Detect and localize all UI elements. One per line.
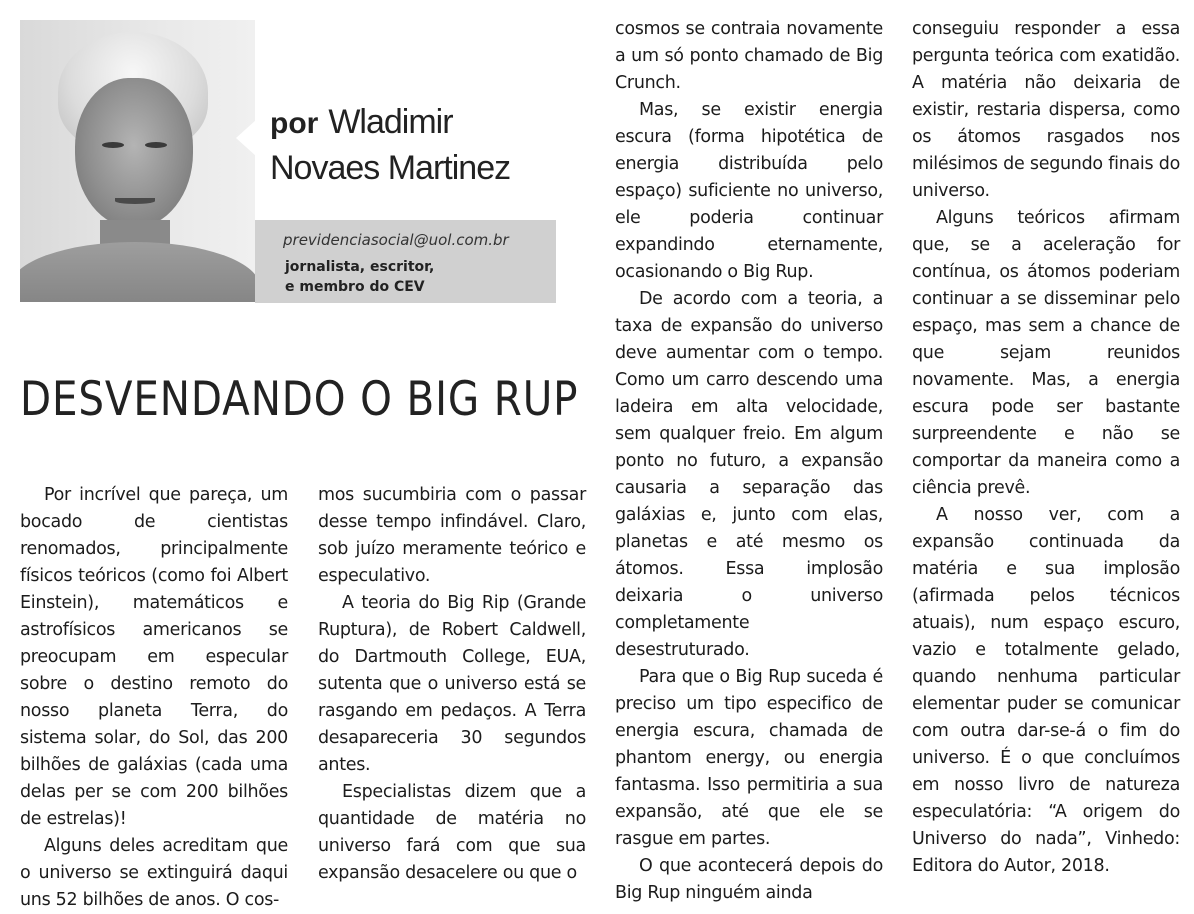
article-column-4: [912, 16, 1180, 880]
author-contact-box: [255, 220, 556, 303]
author-role-line2: e membro do CEV: [285, 279, 425, 295]
article-column-1: [20, 482, 288, 914]
article-column-2: [318, 482, 586, 887]
author-byline: [270, 100, 570, 190]
paragraph: Por incrível que pareça, um bocado de cientistas renomados, principalmente físicos teóricos (como foi Albert Einstein), matemáticos e astrofísicos americanos se preocupam em especular sobre o destino remoto do nosso planeta Terra, do sistema solar, do Sol, das 200 bilhões de galáxias (cada uma delas per se com 200 bilhões de estrelas)!: [20, 485, 288, 829]
portrait-left-eye: [102, 142, 124, 148]
paragraph: Especialistas dizem que a quantidade de matéria no universo fará com que sua expansão desacelere ou que o: [318, 782, 586, 883]
paragraph: Alguns deles acreditam que o universo se extinguirá daqui uns 52 bilhões de anos. O cos-: [20, 836, 288, 910]
portrait-mouth: [115, 198, 155, 204]
paragraph-continued: conseguiu responder a essa pergunta teórica com exatidão. A matéria não deixaria de existir, restaria dispersa, como os átomos rasgados nos milésimos de segundo finais do universo.: [912, 19, 1180, 201]
paragraph: Para que o Big Rup suceda é preciso um tipo especifico de energia escura, chamada de phantom energy, ou energia fantasma. Isso permitiria a sua expansão, até que ele se rasgue em partes.: [615, 667, 883, 849]
portrait-shirt: [20, 242, 255, 302]
article-column-3: [615, 16, 883, 907]
author-name-line1: Wladimir: [328, 103, 453, 141]
author-email: previdenciasocial@uol.com.br: [283, 231, 509, 249]
photo-pointer-notch: [236, 120, 255, 156]
author-role-line1: jornalista, escritor,: [285, 259, 435, 275]
paragraph: Alguns teóricos afirmam que, se a aceleração for contínua, os átomos poderiam continuar a se disseminar pelo espaço, mas sem a chance de que sejam reunidos novamente. Mas, a energia escura pode ser bastante surpreendente e não se comportar da maneira como a ciência prevê.: [912, 208, 1180, 498]
portrait-face: [75, 78, 193, 228]
paragraph: O que acontecerá depois do Big Rup ninguém ainda: [615, 856, 883, 903]
paragraph-continued: cosmos se contraia novamente a um só ponto chamado de Big Crunch.: [615, 19, 883, 93]
author-name-line2: Novaes Martinez: [270, 149, 511, 187]
author-role: [285, 257, 434, 297]
byline-prefix: por: [270, 107, 319, 140]
paragraph-continued: mos sucumbiria com o passar desse tempo infindável. Claro, sob juízo meramente teórico e especulativo.: [318, 485, 586, 586]
portrait-right-eye: [145, 142, 167, 148]
article-headline: DESVENDANDO O BIG RUP: [20, 372, 579, 427]
paragraph: A teoria do Big Rip (Grande Ruptura), de Robert Caldwell, do Dartmouth College, EUA, sutenta que o universo está se rasgando em pedaços. A Terra desapareceria 30 segundos antes.: [318, 593, 586, 775]
paragraph: De acordo com a teoria, a taxa de expansão do universo deve aumentar com o tempo. Como um carro descendo uma ladeira em alta velocidade, sem qualquer freio. Em algum ponto no futuro, a expansão causaria a separação das galáxias e, junto com elas, planetas e até mesmo os átomos. Essa implosão deixaria o universo completamente desestruturado.: [615, 289, 883, 660]
author-photo: [20, 20, 255, 302]
paragraph: A nosso ver, com a expansão continuada da matéria e sua implosão (afirmada pelos técnicos atuais), num espaço escuro, vazio e totalmente gelado, quando nenhuma particular elementar puder se comunicar com outra dar-se-á o fim do universo. É o que concluímos em nosso livro de natureza especulatória: “A origem do Universo do nada”, Vinhedo: Editora do Autor, 2018.: [912, 505, 1180, 876]
paragraph: Mas, se existir energia escura (forma hipotética de energia distribuída pelo espaço) suficiente no universo, ele poderia continuar expandindo eternamente, ocasionando o Big Rup.: [615, 100, 883, 282]
